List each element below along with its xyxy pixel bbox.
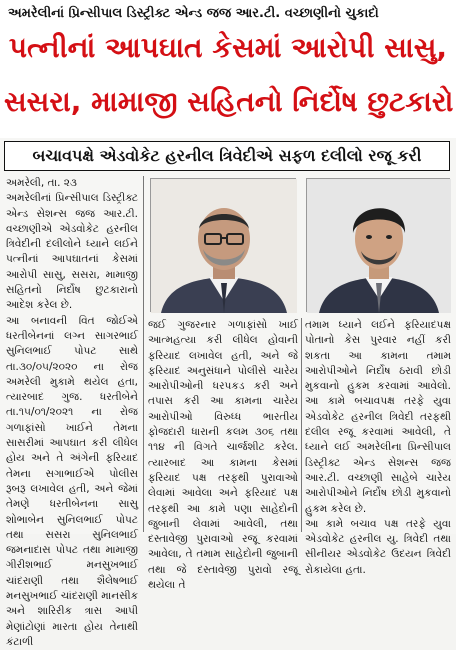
kicker-line: અમરેલીનાં પ્રિન્સીપાલ ડિસ્ટ્રીક્ટ એન્ડ જજ આર.ટી. વચ્છાણીનો ચુકાદો — [8, 6, 379, 21]
article-column-2 — [148, 318, 298, 592]
headline-line-1: પત્નીનાં આપઘાત કેસમાં આરોપી સાસુ, — [8, 31, 448, 64]
portrait-icon — [307, 179, 451, 313]
portrait-icon — [151, 179, 297, 313]
photo-advocate — [306, 178, 450, 312]
headline-line-2: સસરા, મામાજી સહિતનો નિર્દોષ છુટકારો — [4, 85, 454, 118]
sub-headline: બચાવપક્ષે એડવોકેટ હરનીલ ત્રિવેદીએ સફળ દલીલો રજૂ કરી — [4, 141, 450, 171]
column-divider — [301, 318, 302, 532]
article-column-1 — [6, 176, 138, 648]
headline-area — [0, 0, 456, 138]
column-divider — [143, 176, 144, 532]
column-1-text: અમરેલી, તા. ૨૩ અમરેલીનાં પ્રિન્સીપાલ ડિસ્ટ્રીક્ટ એન્ડ સેશન્સ જજ આર.ટી. વચ્છાણીએ એડવોકેટ હરનીલ ત્રિવેદીની દલીલોને ધ્યાને લઈને પત્નીનાં આપઘાતનાં કેસમાં આરોપી સાસુ, સસરા, મામાજી સહિતનો નિર્દોષ છુટકારાનો આદેશ કરેલ છે. આ બનાવની વિત જોઈએ ધરતીબેનનાં લગ્ન સાગરભાઈ સુનિલભાઈ પોપટ સાથે તા.૩૦/૦૫/૨૦૨૦ ના રોજ અમરેલી મુકામે થયેલ હતા, ત્યારબાદ ગુજ. ધરતીબેને તા.૧૫/૦૧/૨૦૨૧ ના રોજ ગળાફાંસો ખાઈને તેમના સાસરીમાં આપઘાત કરી લીધેલ હોય અને તે અંગેની ફરિયાદ તેમના સગાભાઈએ પોલીસ રૂબરૂ લખાવેલ હતી, અને જેમાં તેમણે ધરતીબેનના સાસુ શોભાબેન સુનિલભાઈ પોપટ તથા સસરા સુનિલભાઈ જમનાદાસ પોપટ તથા મામાજી ગીરીશભાઈ મનસુખભાઈ ચાંદરાણી તથા શૈલેષભાઈ મનસુખભાઈ ચાંદરાણી માનસીક અને શારિરીક ત્રાસ આપી મેણાંટોણાં મારતા હોય તેનાથી કંટાળી — [6, 177, 138, 648]
article-column-3 — [305, 318, 451, 576]
column-3-text: તમામ ધ્યાને લઈને ફરિયાદપક્ષ પોતાનો કેસ પુરવાર નહીં કરી શકતા આ કામના તમામ આરોપીઓને નિર્દોષ ઠરાવી છોડી મુકવાનો હુકમ કરવામાં આવેલો. આ કામે બચાવપક્ષ તરફે યુવા એડવોકેટ હરનીલ ત્રિવેદી તરફથી દલીલ રજૂ કરવામાં આવેલી, તે ધ્યાને લઈ અમરેલીના પ્રિન્સીપાલ ડિસ્ટ્રીક્ટ એન્ડ સેશન્સ જજ આર.ટી. વચ્છાણી સાહેબે ચારેય આરોપીઓને નિર્દોષ છોડી મુકવાનો હુકમ કરેલ છે. આ કામે બચાવ પક્ષ તરફે યુવા એડવોકેટ હરનીલ યુ. ત્રિવેદી તથા સીનીયર એડવોકેટ ઉદયન ત્રિવેદી રોકાયેલા હતા. — [305, 319, 451, 576]
column-2-text: જઈ ગુજરનાર ગળાફાંસો ખાઈ આત્મહત્યા કરી લીધેલ હોવાની ફરિયાદ લખાવેલ હતી, અને જે ફરિયાદ અનુસંધાને પોલીસે ચારેય આરોપીઓની ધરપકડ કરી અને તપાસ કરી આ કામના ચારેય આરોપીઓ વિરુધ્ધ ભારતીય ફોજદારી ધારાની કલમ ૩૦૬ તથા ૧૧૪ ની વિગતે ચાર્જશીટ કરેલ. ત્યારબાદ આ કામના કેસમાં ફરિયાદ પક્ષ તરફથી પુરાવાઓ લેવામાં આવેલા અને ફરિયાદ પક્ષ તરફથી આ કામે પણા સાહેદોની જુબાની લેવામાં આવેલી, તથા દસ્તાવેજી પુરાવાઓ રજૂ કરવામાં આવેલા, તે તમામ સાહેદોની જુબાની તથા જે દસ્તાવેજી પુરાવો રજૂ થયેલા તે — [148, 319, 298, 592]
photo-judge — [150, 178, 296, 312]
